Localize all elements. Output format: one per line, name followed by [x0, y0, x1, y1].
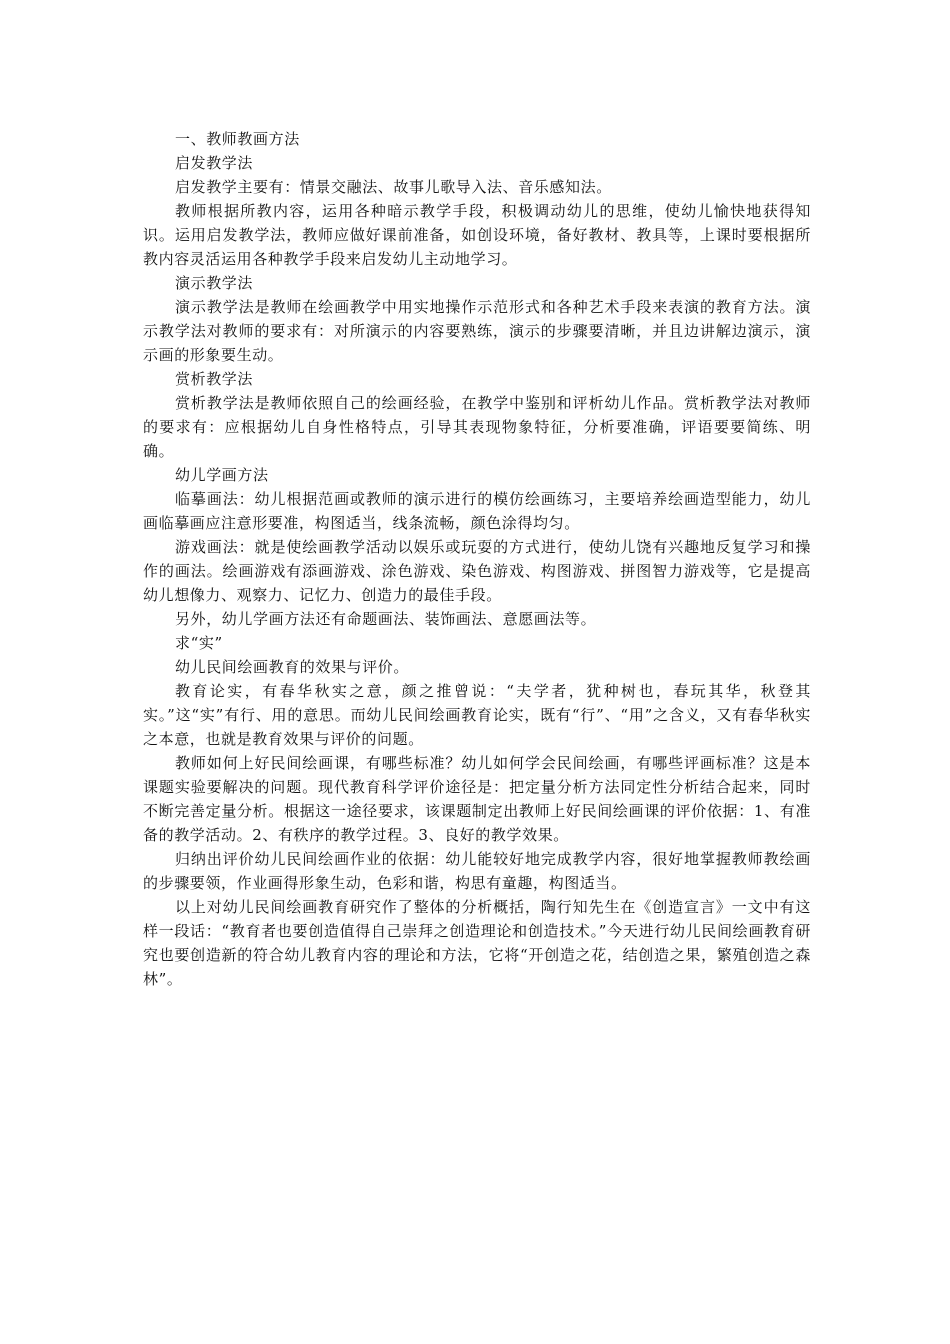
paragraph: 游戏画法：就是使绘画教学活动以娱乐或玩耍的方式进行，使幼儿饶有兴趣地反复学习和操作的画法。绘画游戏有添画游戏、涂色游戏、染色游戏、构图游戏、拼图智力游戏等，它是提高幼儿想像力、观察力、记忆力、创造力的最佳手段。 — [143, 538, 811, 604]
paragraph: 归纳出评价幼儿民间绘画作业的依据：幼儿能较好地完成教学内容，很好地掌握教师教绘画的步骤要领，作业画得形象生动，色彩和谐，构思有童趣，构图适当。 — [143, 850, 811, 892]
subheading: 求“实” — [175, 634, 223, 652]
paragraph: 赏析教学法是教师依照自己的绘画经验，在教学中鉴别和评析幼儿作品。赏析教学法对教师的要求有：应根据幼儿自身性格特点，引导其表现物象特征，分析要准确，评语要要简练、明确。 — [143, 394, 811, 460]
subheading: 赏析教学法 — [175, 370, 254, 388]
section-heading: 一、教师教画方法 — [175, 130, 300, 148]
subheading: 幼儿学画方法 — [175, 466, 269, 484]
subheading: 启发教学法 — [175, 154, 254, 172]
subheading: 演示教学法 — [175, 274, 254, 292]
document-body — [143, 127, 811, 991]
paragraph: 临摹画法：幼儿根据范画或教师的演示进行的模仿绘画练习，主要培养绘画造型能力，幼儿画临摹画应注意形要准，构图适当，线条流畅，颜色涂得均匀。 — [143, 490, 811, 532]
paragraph: 幼儿民间绘画教育的效果与评价。 — [175, 658, 410, 676]
paragraph: 教师根据所教内容，运用各种暗示教学手段，积极调动幼儿的思维，使幼儿愉快地获得知识。运用启发教学法，教师应做好课前准备，如创设环境，备好教材、教具等，上课时要根据所教内容灵活运用各种教学手段来启发幼儿主动地学习。 — [143, 202, 811, 268]
paragraph: 以上对幼儿民间绘画教育研究作了整体的分析概括，陶行知先生在《创造宣言》一文中有这样一段话：“教育者也要创造值得自己崇拜之创造理论和创造技术。”今天进行幼儿民间绘画教育研究也要创造新的符合幼儿教育内容的理论和方法，它将“开创造之花，结创造之果，繁殖创造之森林”。 — [143, 898, 811, 988]
paragraph: 另外，幼儿学画方法还有命题画法、装饰画法、意愿画法等。 — [175, 610, 597, 628]
paragraph: 教师如何上好民间绘画课，有哪些标准？幼儿如何学会民间绘画，有哪些评画标准？这是本课题实验要解决的问题。现代教育科学评价途径是：把定量分析方法同定性分析结合起来，同时不断完善定量分析。根据这一途径要求，该课题制定出教师上好民间绘画课的评价依据：1、有准备的教学活动。2、有秩序的教学过程。3、良好的教学效果。 — [143, 754, 811, 844]
paragraph: 教育论实，有春华秋实之意，颜之推曾说：“夫学者，犹种树也，春玩其华，秋登其实。”这“实”有行、用的意思。而幼儿民间绘画教育论实，既有“行”、“用”之含义，又有春华秋实之本意，也就是教育效果与评价的问题。 — [143, 682, 811, 748]
paragraph: 启发教学主要有：情景交融法、故事儿歌导入法、音乐感知法。 — [175, 178, 612, 196]
paragraph: 演示教学法是教师在绘画教学中用实地操作示范形式和各种艺术手段来表演的教育方法。演示教学法对教师的要求有：对所演示的内容要熟练，演示的步骤要清晰，并且边讲解边演示，演示画的形象要生动。 — [143, 298, 811, 364]
